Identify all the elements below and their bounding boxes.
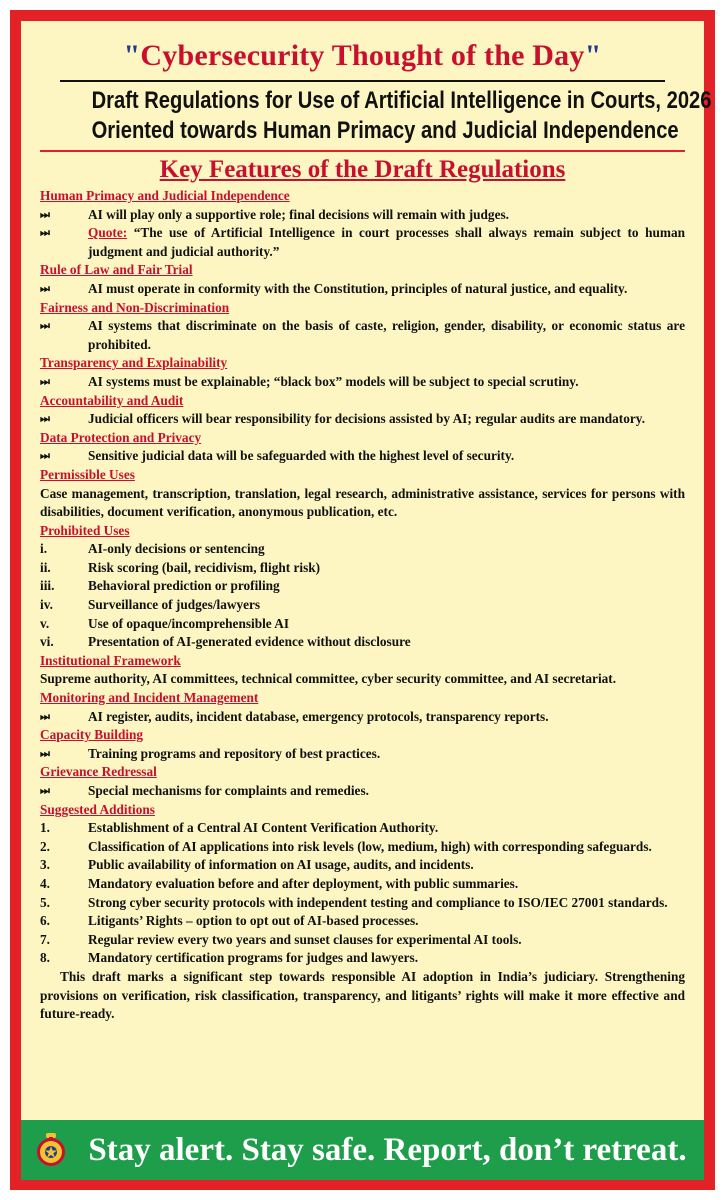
key-features-heading: Key Features of the Draft Regulations <box>159 156 566 183</box>
footer-slogan: Stay alert. Stay safe. Report, don’t retreat. <box>88 1132 687 1168</box>
list-number: 2. <box>40 838 50 854</box>
bullet-text: Sensitive judicial data will be safeguarded with the highest level of security. <box>88 448 515 464</box>
fast-forward-icon: ⏭ <box>40 710 48 723</box>
list-text: Establishment of a Central AI Content Verification Authority. <box>88 820 439 836</box>
list-number: iii. <box>40 578 55 594</box>
bullet-item <box>40 373 685 392</box>
list-number: iv. <box>40 597 53 613</box>
list-number: 8. <box>40 950 50 966</box>
section-heading: Human Primacy and Judicial Independence <box>40 188 290 203</box>
paragraph-text: Supreme authority, AI committees, technical committee, cyber security committee, and AI secretariat. <box>40 671 617 687</box>
poster-content <box>40 39 712 1024</box>
bullet-text: AI systems that discriminate on the basis of caste, religion, gender, disability, or economic status are prohibited. <box>88 318 685 352</box>
title-quote-close: " <box>584 39 602 72</box>
section-heading: Transparency and Explainability <box>40 355 228 371</box>
list-item <box>40 577 685 596</box>
fast-forward-icon: ⏭ <box>40 375 48 388</box>
list-number: v. <box>40 615 50 631</box>
features-body <box>40 187 685 1024</box>
list-item <box>40 559 685 578</box>
fast-forward-icon: ⏭ <box>40 320 48 333</box>
bullet-text: Special mechanisms for complaints and remedies. <box>88 783 369 798</box>
list-text: Strong cyber security protocols with independent testing and compliance to ISO/IEC 27001 standards. <box>88 894 668 910</box>
bullet-item <box>40 206 685 225</box>
section-heading: Fairness and Non-Discrimination <box>40 299 230 315</box>
list-text: AI-only decisions or sentencing <box>88 541 265 557</box>
list-item <box>40 912 685 931</box>
section-heading: Grievance Redressal <box>40 764 157 780</box>
list-number: 6. <box>40 913 50 929</box>
title-quote-open: " <box>123 39 141 72</box>
list-item <box>40 894 685 913</box>
list-text: Classification of AI applications into risk levels (low, medium, high) with corresponding safeguards. <box>88 838 652 854</box>
list-number: 7. <box>40 931 50 947</box>
police-badge-icon <box>35 1132 67 1168</box>
list-item <box>40 838 685 857</box>
bullet-text: Judicial officers will bear responsibility for decisions assisted by AI; regular audits are mandatory. <box>88 411 646 427</box>
list-number: 5. <box>40 894 50 910</box>
list-number: 4. <box>40 875 50 891</box>
document-heading: Draft Regulations for Use of Artificial Intelligence in Courts, 2026 <box>91 87 712 114</box>
section-heading: Permissible Uses <box>40 466 135 482</box>
section-heading: Institutional Framework <box>40 652 181 668</box>
list-number: vi. <box>40 634 54 650</box>
list-number: ii. <box>40 559 51 575</box>
list-item <box>40 540 685 559</box>
section-heading: Capacity Building <box>40 727 144 743</box>
fast-forward-icon: ⏭ <box>40 227 48 240</box>
list-number: i. <box>40 541 48 557</box>
bullet-item <box>40 224 685 261</box>
fast-forward-icon: ⏭ <box>40 747 48 760</box>
list-item <box>40 615 685 634</box>
conclusion-paragraph: This draft marks a significant step towards responsible AI adoption in India’s judiciary. Strengthening provisions on verification, risk classification, transparency, and litigants’ rights will make it more effective and future-ready. <box>40 968 685 1022</box>
title-text: Cybersecurity Thought of the Day <box>140 39 585 72</box>
list-text: Use of opaque/incomprehensible AI <box>88 615 290 631</box>
bullet-text: AI systems must be explainable; “black box” models will be subject to special scrutiny. <box>88 373 579 389</box>
quote-item <box>88 224 685 261</box>
title-divider <box>60 80 665 82</box>
bullet-item <box>40 410 685 429</box>
bullet-item <box>40 317 685 354</box>
fast-forward-icon: ⏭ <box>40 282 48 295</box>
list-item <box>40 819 685 838</box>
quote-label: Quote: <box>88 225 128 241</box>
list-item <box>40 596 685 615</box>
bullet-item <box>40 280 685 299</box>
fast-forward-icon: ⏭ <box>40 785 48 797</box>
quote-text: “The use of Artificial Intelligence in court processes shall always remain subject to human judgment and judicial authority.” <box>88 225 685 259</box>
bullet-text: AI must operate in conformity with the Constitution, principles of natural justice, and equality. <box>88 280 628 296</box>
section-heading: Accountability and Audit <box>40 392 184 408</box>
footer-banner <box>21 1120 704 1180</box>
list-item <box>40 931 685 950</box>
list-item <box>40 949 685 968</box>
document-subheading: Oriented towards Human Primacy and Judicial Independence <box>91 117 679 144</box>
page-title <box>40 39 685 73</box>
bullet-item <box>40 447 685 466</box>
list-text: Regular review every two years and sunset clauses for experimental AI tools. <box>88 931 522 947</box>
fast-forward-icon: ⏭ <box>40 450 48 463</box>
list-item <box>40 633 685 652</box>
list-item <box>40 856 685 875</box>
bullet-item <box>40 782 685 801</box>
section-heading: Monitoring and Incident Management <box>40 690 259 706</box>
bullet-text: AI register, audits, incident database, emergency protocols, transparency reports. <box>88 708 549 724</box>
list-text: Risk scoring (bail, recidivism, flight risk) <box>88 559 321 575</box>
fast-forward-icon: ⏭ <box>40 208 48 221</box>
list-number: 1. <box>40 820 50 836</box>
section-heading: Suggested Additions <box>40 801 155 817</box>
list-text: Mandatory certification programs for judges and lawyers. <box>88 950 419 966</box>
list-text: Presentation of AI-generated evidence without disclosure <box>88 634 411 650</box>
bullet-item <box>40 708 685 727</box>
bullet-item <box>40 745 685 764</box>
list-item <box>40 875 685 894</box>
paragraph-text: Case management, transcription, translation, legal research, administrative assistance, services for persons with disabilities, document verification, anonymous publication, etc. <box>40 485 685 520</box>
list-number: 3. <box>40 857 50 873</box>
poster-frame <box>10 10 715 1190</box>
list-text: Public availability of information on AI usage, audits, and incidents. <box>88 857 474 873</box>
section-heading: Rule of Law and Fair Trial <box>40 262 193 278</box>
fast-forward-icon: ⏭ <box>40 413 48 426</box>
section-heading: Prohibited Uses <box>40 522 130 538</box>
list-text: Surveillance of judges/lawyers <box>88 597 261 613</box>
section-heading: Data Protection and Privacy <box>40 429 202 445</box>
heading-divider <box>40 150 685 152</box>
list-text: Mandatory evaluation before and after deployment, with public summaries. <box>88 875 519 891</box>
list-text: Behavioral prediction or profiling <box>88 578 280 594</box>
list-text: Litigants’ Rights – option to opt out of AI-based processes. <box>88 913 419 929</box>
bullet-text: Training programs and repository of best practices. <box>88 745 381 761</box>
bullet-text: AI will play only a supportive role; final decisions will remain with judges. <box>88 206 509 222</box>
